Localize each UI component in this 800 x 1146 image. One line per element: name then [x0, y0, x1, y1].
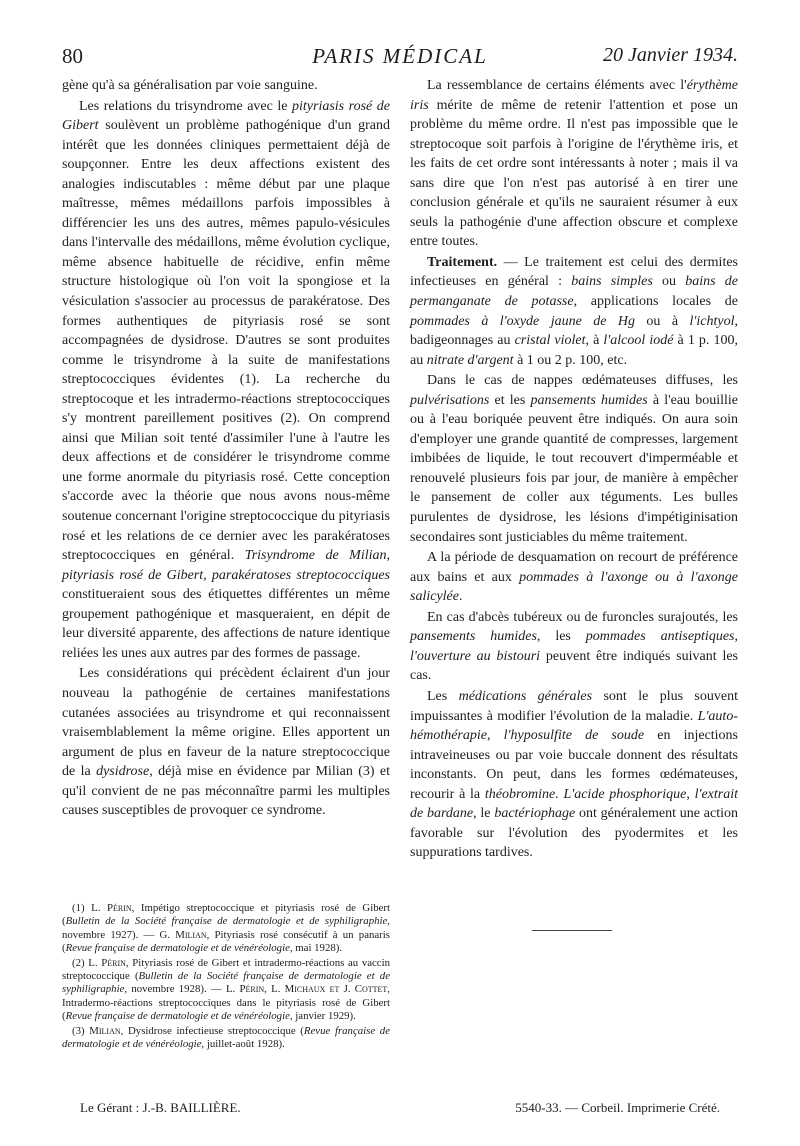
footnote: (1) L. Périn, Impétigo streptococcique et pityriasis rosé de Gibert (Bulletin de la Société française de dermatologie et de syphiligraphie, novembre 1927). — G. Milian, Pityriasis rosé consécutif à un panaris (Revue française de dermatologie et de vénéréologie, mai 1928).	[62, 902, 391, 955]
paragraph: La ressemblance de certains éléments avec l'érythème iris mérite de même de retenir l'attention et pose un problème du même ordre. Il n'est pas impossible que le streptocoque soit parfois à l'origine de l'érythème iris, et les faits de cet ordre sont intéressants à noter ; mais il va sans dire que l'on n'est pas autorisé à en tirer une conclusion générale et qu'ils ne sauraient résumer à eux seuls la pathogénie d'une affection obscure et complexe entre toutes.	[410, 78, 738, 250]
paragraph: Les médications générales sont le plus souvent impuissantes à modifier l'évolution de la maladie. L'auto-hémothérapie, l'hyposulfite de soude en injections intraveineuses ou par voie buccale donnent des résultats inconstants. On peut, dans les formes œdémateuses, recourir à la théobromine. L'acide phosphorique, l'extrait de bardane, le bactériophage ont généralement une action favorable sur l'évolution des pyodermites et les suppurations tardives.	[410, 688, 739, 861]
journal-title: PARIS MÉDICAL	[312, 44, 488, 68]
paragraph: Dans le cas de nappes œdémateuses diffuses, les pulvérisations et les pansements humides à l'eau bouillie ou à l'eau boriquée peuvent être indiqués. On aura soin d'employer une grande quantité de compresses, largement imbibées de liquide, le tout recouvert d'imperméable et renouvelé plusieurs fois par jour, de manière à empêcher le pansement de coller aux téguments. Les bulles purulentes de dysidrose, les lésions d'impétiginisation secondaires sont justiciables du même traitement.	[410, 373, 739, 545]
end-separator-rule	[532, 930, 612, 931]
paragraph: gène qu'à sa généralisation par voie sanguine.	[62, 78, 318, 93]
footnote: (2) L. Périn, Pityriasis rosé de Gibert et intradermo-réactions au vaccin streptococcique (Bulletin de la Société française de dermatologie et de syphiligraphie, novembre 1928). — L. Périn, L. Michaux et J. Cottet, Intradermo-réactions streptococciques dans le pityriasis rosé de Gibert (Revue française de dermatologie et de vénéréologie, janvier 1929).	[62, 956, 390, 1023]
paragraph: Les relations du trisyndrome avec le pityriasis rosé de Gibert soulèvent un problème pathogénique d'un grand intérêt que les données cliniques permettaient déjà de soupçonner. Entre les deux affections existent des analogies indiscutables : même début par une plaque maîtresse, mêmes médaillons parfois impossibles à différencier les uns des autres, mêmes papulo-vésicules dans l'intervalle des médaillons, même évolution cyclique, même absence habituelle de récidive, enfin même structure histologique où l'on voit la spongiose et la vésiculation s'associer au processus de parakératose. Des formes authentiques de pityriasis rosé se sont accompagnées de dysidrose. D'autres se sont produites comme le trisyndrome à la suite de manifestations streptococciques évidentes (1). La recherche du streptocoque et les intradermo-réactions streptococciques s'y montrent pareillement positives (2). On comprend ainsi que Milian soit tenté d'assimiler l'une à l'autre les deux affections et de considérer le trisyndrome comme une forme anormale du pityriasis rosé. Cette conception s'accorde avec la théorie que nous avons nous-même soutenue concernant l'origine streptococcique du pityriasis rosé et les relations de ce dernier avec les parakératoses streptococciques en général. Trisyndrome de Milian, pityriasis rosé de Gibert, parakératoses streptococciques constitueraient sous des étiquettes différentes un même groupement pathogénique et masqueraient, en dépit de leur diversité apparente, des affections de nature identique reliées les unes aux autres par des formes de passage.	[62, 98, 390, 661]
right-column	[410, 76, 738, 863]
page-header	[62, 44, 738, 72]
footnotes	[62, 902, 390, 1052]
publisher-credit: Le Gérant : J.-B. BAILLIÈRE.	[80, 1100, 241, 1115]
section-heading: Traitement.	[427, 254, 498, 270]
paragraph: En cas d'abcès tubéreux ou de furoncles surajoutés, les pansements humides, les pommades antiseptiques, l'ouverture au bistouri peuvent être indiqués suivant les cas.	[410, 609, 738, 684]
paragraph: Les considérations qui précèdent éclairent d'un jour nouveau la pathogénie de certaines manifestations cutanées associées au trisyndrome et qui reconnaissent vraisemblablement la même origine. Elles apportent un argument de plus en faveur de la nature streptococcique de la dysidrose, déjà mise en évidence par Milian (3) et qu'il convient de ne pas méconnaître parmi les multiples causes susceptibles de provoquer ce syndrome.	[62, 666, 390, 819]
footnote: (3) Milian, Dysidrose infectieuse streptococcique (Revue française de dermatologie et de vénéréologie, juillet-août 1928).	[62, 1024, 390, 1051]
paragraph: A la période de desquamation on recourt de préférence aux bains et aux pommades à l'axonge ou à l'axonge salicylée.	[410, 550, 738, 605]
printer-credit: 5540-33. — Corbeil. Imprimerie Crété.	[515, 1100, 720, 1115]
treatment-paragraph: Traitement. — Le traitement est celui des dermites infectieuses en général : bains simples ou bains de permanganate de potasse, applications locales de pommades à l'oxyde jaune de Hg ou à l'ichtyol, badigeonnages au cristal violet, à l'alcool iodé à 1 p. 100, au nitrate d'argent à 1 ou 2 p. 100, etc.	[410, 254, 738, 368]
issue-date: 20 Janvier 1934.	[603, 44, 738, 66]
left-column	[62, 76, 390, 821]
page-number: 80	[62, 44, 83, 68]
